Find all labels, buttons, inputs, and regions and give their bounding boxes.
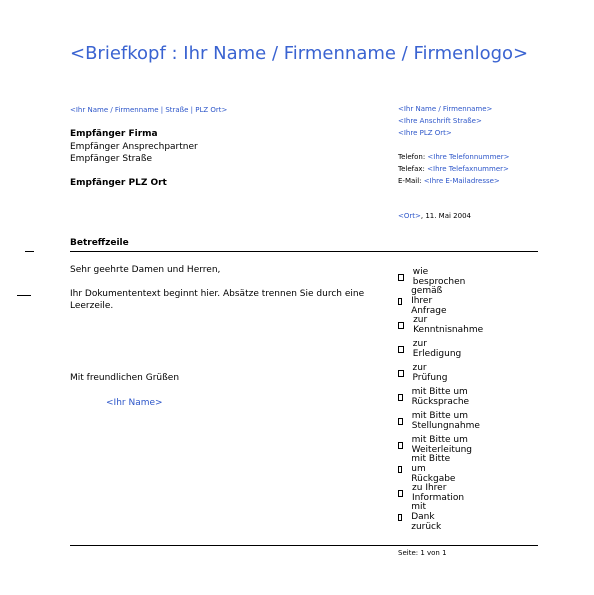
telefax-value: <Ihre Telefaxnummer> <box>427 165 509 173</box>
checklist-item[interactable]: zur Kenntnisnahme <box>398 319 484 331</box>
recipient-strasse: Empfänger Straße <box>70 154 153 164</box>
date-line <box>398 212 471 220</box>
checkbox[interactable] <box>398 418 403 425</box>
page-number: Seite: 1 von 1 <box>398 549 447 557</box>
sender-name: <Ihr Name / Firmenname> <box>398 105 493 113</box>
checklist-item[interactable]: mit Bitte um Stellungnahme <box>398 415 482 427</box>
contact-telefon <box>398 153 509 161</box>
email-label: E-Mail: <box>398 177 422 185</box>
sender-plz-ort: <Ihre PLZ Ort> <box>398 129 452 137</box>
checklist-item[interactable]: mit Bitte um Rücksprache <box>398 391 472 403</box>
checklist-item[interactable]: mit Dank zurück <box>398 511 444 523</box>
sender-line: <Ihr Name / Firmenname | Straße | PLZ Ort> <box>70 106 228 114</box>
date-rest: , 11. Mai 2004 <box>420 212 471 220</box>
checkbox[interactable] <box>398 274 404 281</box>
checklist-item[interactable]: gemäß Ihrer Anfrage <box>398 295 449 307</box>
recipient-firma: Empfänger Firma <box>70 129 158 139</box>
checklist-item[interactable]: zur Prüfung <box>398 367 449 379</box>
punch-mark <box>17 295 31 296</box>
salutation: Sehr geehrte Damen und Herren, <box>70 265 221 275</box>
checkbox[interactable] <box>398 346 404 353</box>
telefax-label: Telefax: <box>398 165 425 173</box>
checkbox[interactable] <box>398 370 404 377</box>
checklist-item[interactable]: mit Bitte um Weiterleitung <box>398 439 474 451</box>
checkbox[interactable] <box>398 442 403 449</box>
checklist-item[interactable]: zur Erledigung <box>398 343 462 355</box>
checkbox[interactable] <box>398 298 402 305</box>
footer-rule <box>70 545 538 546</box>
telefon-label: Telefon: <box>398 153 426 161</box>
closing: Mit freundlichen Grüßen <box>70 373 180 383</box>
email-value: <Ihre E-Mailadresse> <box>423 177 500 185</box>
checkbox[interactable] <box>398 514 402 521</box>
contact-telefax <box>398 165 509 173</box>
sender-strasse: <Ihre Anschrift Straße> <box>398 117 482 125</box>
date-ort: <Ort> <box>398 212 421 220</box>
checkbox[interactable] <box>398 466 402 473</box>
checklist-item[interactable]: wie besprochen <box>398 271 467 283</box>
checkbox[interactable] <box>398 394 403 401</box>
body-text-line1: Ihr Dokumententext beginnt hier. Absätze trennen Sie durch eine <box>70 289 365 299</box>
subject-line: Betreffzeile <box>70 238 129 248</box>
checkbox[interactable] <box>398 322 404 329</box>
letterhead: <Briefkopf : Ihr Name / Firmenname / Firmenlogo> <box>70 43 529 64</box>
body-text-line2: Leerzeile. <box>70 301 114 311</box>
recipient-plz-ort: Empfänger PLZ Ort <box>70 178 167 188</box>
checklist-item[interactable]: mit Bitte um Rückgabe <box>398 463 458 475</box>
subject-rule <box>70 251 538 252</box>
recipient-ansprechpartner: Empfänger Ansprechpartner <box>70 142 198 152</box>
checklist-item[interactable]: zu Ihrer Information <box>398 487 466 499</box>
signature: <Ihr Name> <box>106 398 163 408</box>
telefon-value: <Ihre Telefonnummer> <box>427 153 510 161</box>
contact-email <box>398 177 500 185</box>
fold-mark-top <box>25 251 34 252</box>
checkbox[interactable] <box>398 490 403 497</box>
